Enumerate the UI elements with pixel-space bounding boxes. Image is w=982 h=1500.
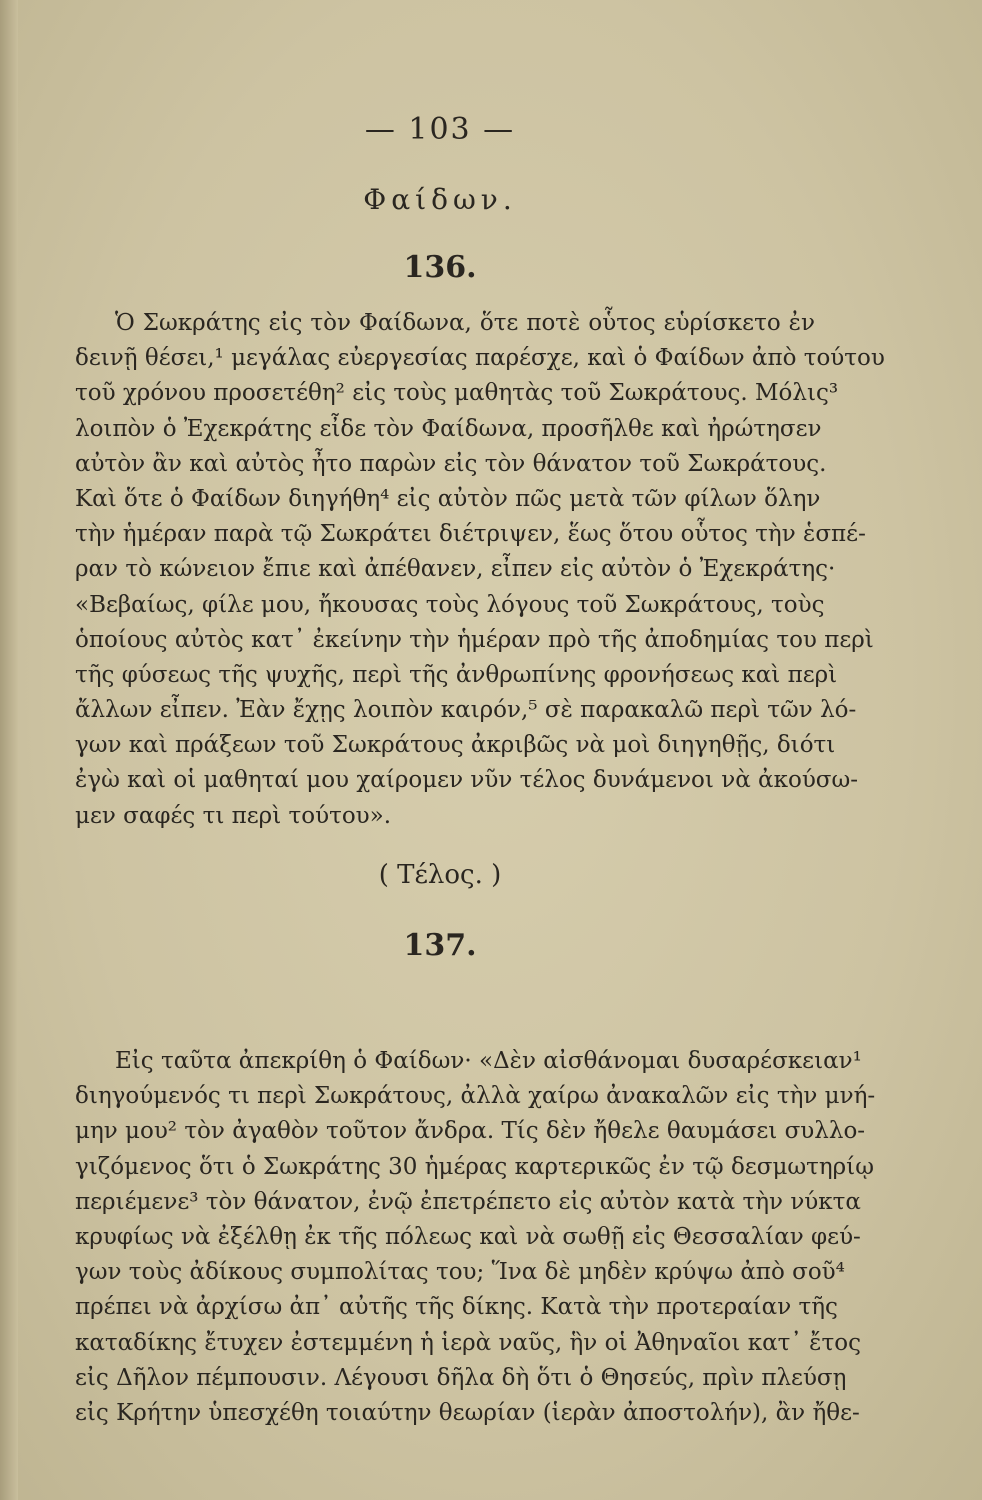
text-line: «Βεβαίως, φίλε μου, ἤκουσας τοὺς λόγους τοῦ Σωκράτους, τοὺς [75,591,825,618]
text-line: ἄλλων εἶπεν. Ἐὰν ἔχῃς λοιπὸν καιρόν,⁵ σὲ παρακαλῶ περὶ τῶν λό- [75,697,857,724]
section-136-text [75,306,885,834]
section-number-137: 137. [403,928,477,963]
text-line: γων τοὺς ἀδίκους συμπολίτας του; Ἵνα δὲ μηδὲν κρύψω ἀπὸ σοῦ⁴ [75,1259,845,1286]
text-line: καταδίκης ἔτυχεν ἐστεμμένη ἡ ἱερὰ ναῦς, ἣν οἱ Ἀθηναῖοι κατ᾽ ἔτος [75,1329,861,1356]
text-line: κρυφίως νὰ ἐξέλθῃ ἐκ τῆς πόλεως καὶ νὰ σωθῇ εἰς Θεσσαλίαν φεύ- [75,1223,861,1250]
text-line: εἰς Δῆλον πέμπουσιν. Λέγουσι δῆλα δὴ ὅτι ὁ Θησεύς, πρὶν πλεύσῃ [75,1364,847,1391]
text-line: μεν σαφές τι περὶ τούτου». [75,802,392,829]
section-137-text [75,1044,876,1431]
text-line: ἐγὼ καὶ οἱ μαθηταί μου χαίρομεν νῦν τέλος δυνάμενοι νὰ ἀκούσω- [75,767,859,794]
text-line: πρέπει νὰ ἀρχίσω ἀπ᾽ αὐτῆς τῆς δίκης. Κατὰ τὴν προτεραίαν τῆς [75,1294,838,1321]
text-line: τοῦ χρόνου προσετέθη² εἰς τοὺς μαθητὰς τοῦ Σωκράτους. Μόλις³ [75,380,839,407]
text-line: Καὶ ὅτε ὁ Φαίδων διηγήθη⁴ εἰς αὐτὸν πῶς μετὰ τῶν φίλων ὅλην [75,485,821,512]
text-line: ὁποίους αὐτὸς κατ᾽ ἐκείνην τὴν ἡμέραν πρὸ τῆς ἀποδημίας του περὶ [75,626,874,653]
page-number: — 103 — [364,112,516,147]
text-line: ραν τὸ κώνειον ἔπιε καὶ ἀπέθανεν, εἶπεν εἰς αὐτὸν ὁ Ἐχεκράτης· [75,556,836,583]
page-edge [0,0,18,1500]
text-line: γων καὶ πράξεων τοῦ Σωκράτους ἀκριβῶς νὰ μοὶ διηγηθῇς, διότι [75,732,836,759]
end-mark: ( Τέλος. ) [378,860,502,890]
text-line: περιέμενε³ τὸν θάνατον, ἐνῷ ἐπετρέπετο εἰς αὐτὸν κατὰ τὴν νύκτα [75,1188,861,1215]
section-number-136: 136. [403,250,477,285]
text-line: τὴν ἡμέραν παρὰ τῷ Σωκράτει διέτριψεν, ἕως ὅτου οὗτος τὴν ἑσπέ- [75,521,866,548]
text-line: τῆς φύσεως τῆς ψυχῆς, περὶ τῆς ἀνθρωπίνης φρονήσεως καὶ περὶ [75,661,838,688]
text-line: δεινῇ θέσει,¹ μεγάλας εὐεργεσίας παρέσχε, καὶ ὁ Φαίδων ἀπὸ τούτου [75,345,885,372]
text-line: μην μου² τὸν ἀγαθὸν τοῦτον ἄνδρα. Τίς δὲν ἤθελε θαυμάσει συλλο- [75,1118,866,1145]
text-line: Εἰς ταῦτα ἀπεκρίθη ὁ Φαίδων· «Δὲν αἰσθάνομαι δυσαρέσκειαν¹ [115,1048,862,1074]
chapter-title: Φαίδων. [363,183,517,216]
text-line: αὐτὸν ἂν καὶ αὐτὸς ἦτο παρὼν εἰς τὸν θάνατον τοῦ Σωκράτους. [75,450,827,477]
text-line: εἰς Κρήτην ὑπεσχέθη τοιαύτην θεωρίαν (ἱερὰν ἀποστολήν), ἂν ἤθε- [75,1399,860,1426]
text-line: γιζόμενος ὅτι ὁ Σωκράτης 30 ἡμέρας καρτερικῶς ἐν τῷ δεσμωτηρίῳ [75,1153,874,1180]
text-line: διηγούμενός τι περὶ Σωκράτους, ἀλλὰ χαίρω ἀνακαλῶν εἰς τὴν μνή- [75,1083,876,1110]
text-line: λοιπὸν ὁ Ἐχεκράτης εἶδε τὸν Φαίδωνα, προσῆλθε καὶ ἠρώτησεν [75,415,822,442]
text-line: Ὁ Σωκράτης εἰς τὸν Φαίδωνα, ὅτε ποτὲ οὗτος εὑρίσκετο ἐν [115,310,815,336]
